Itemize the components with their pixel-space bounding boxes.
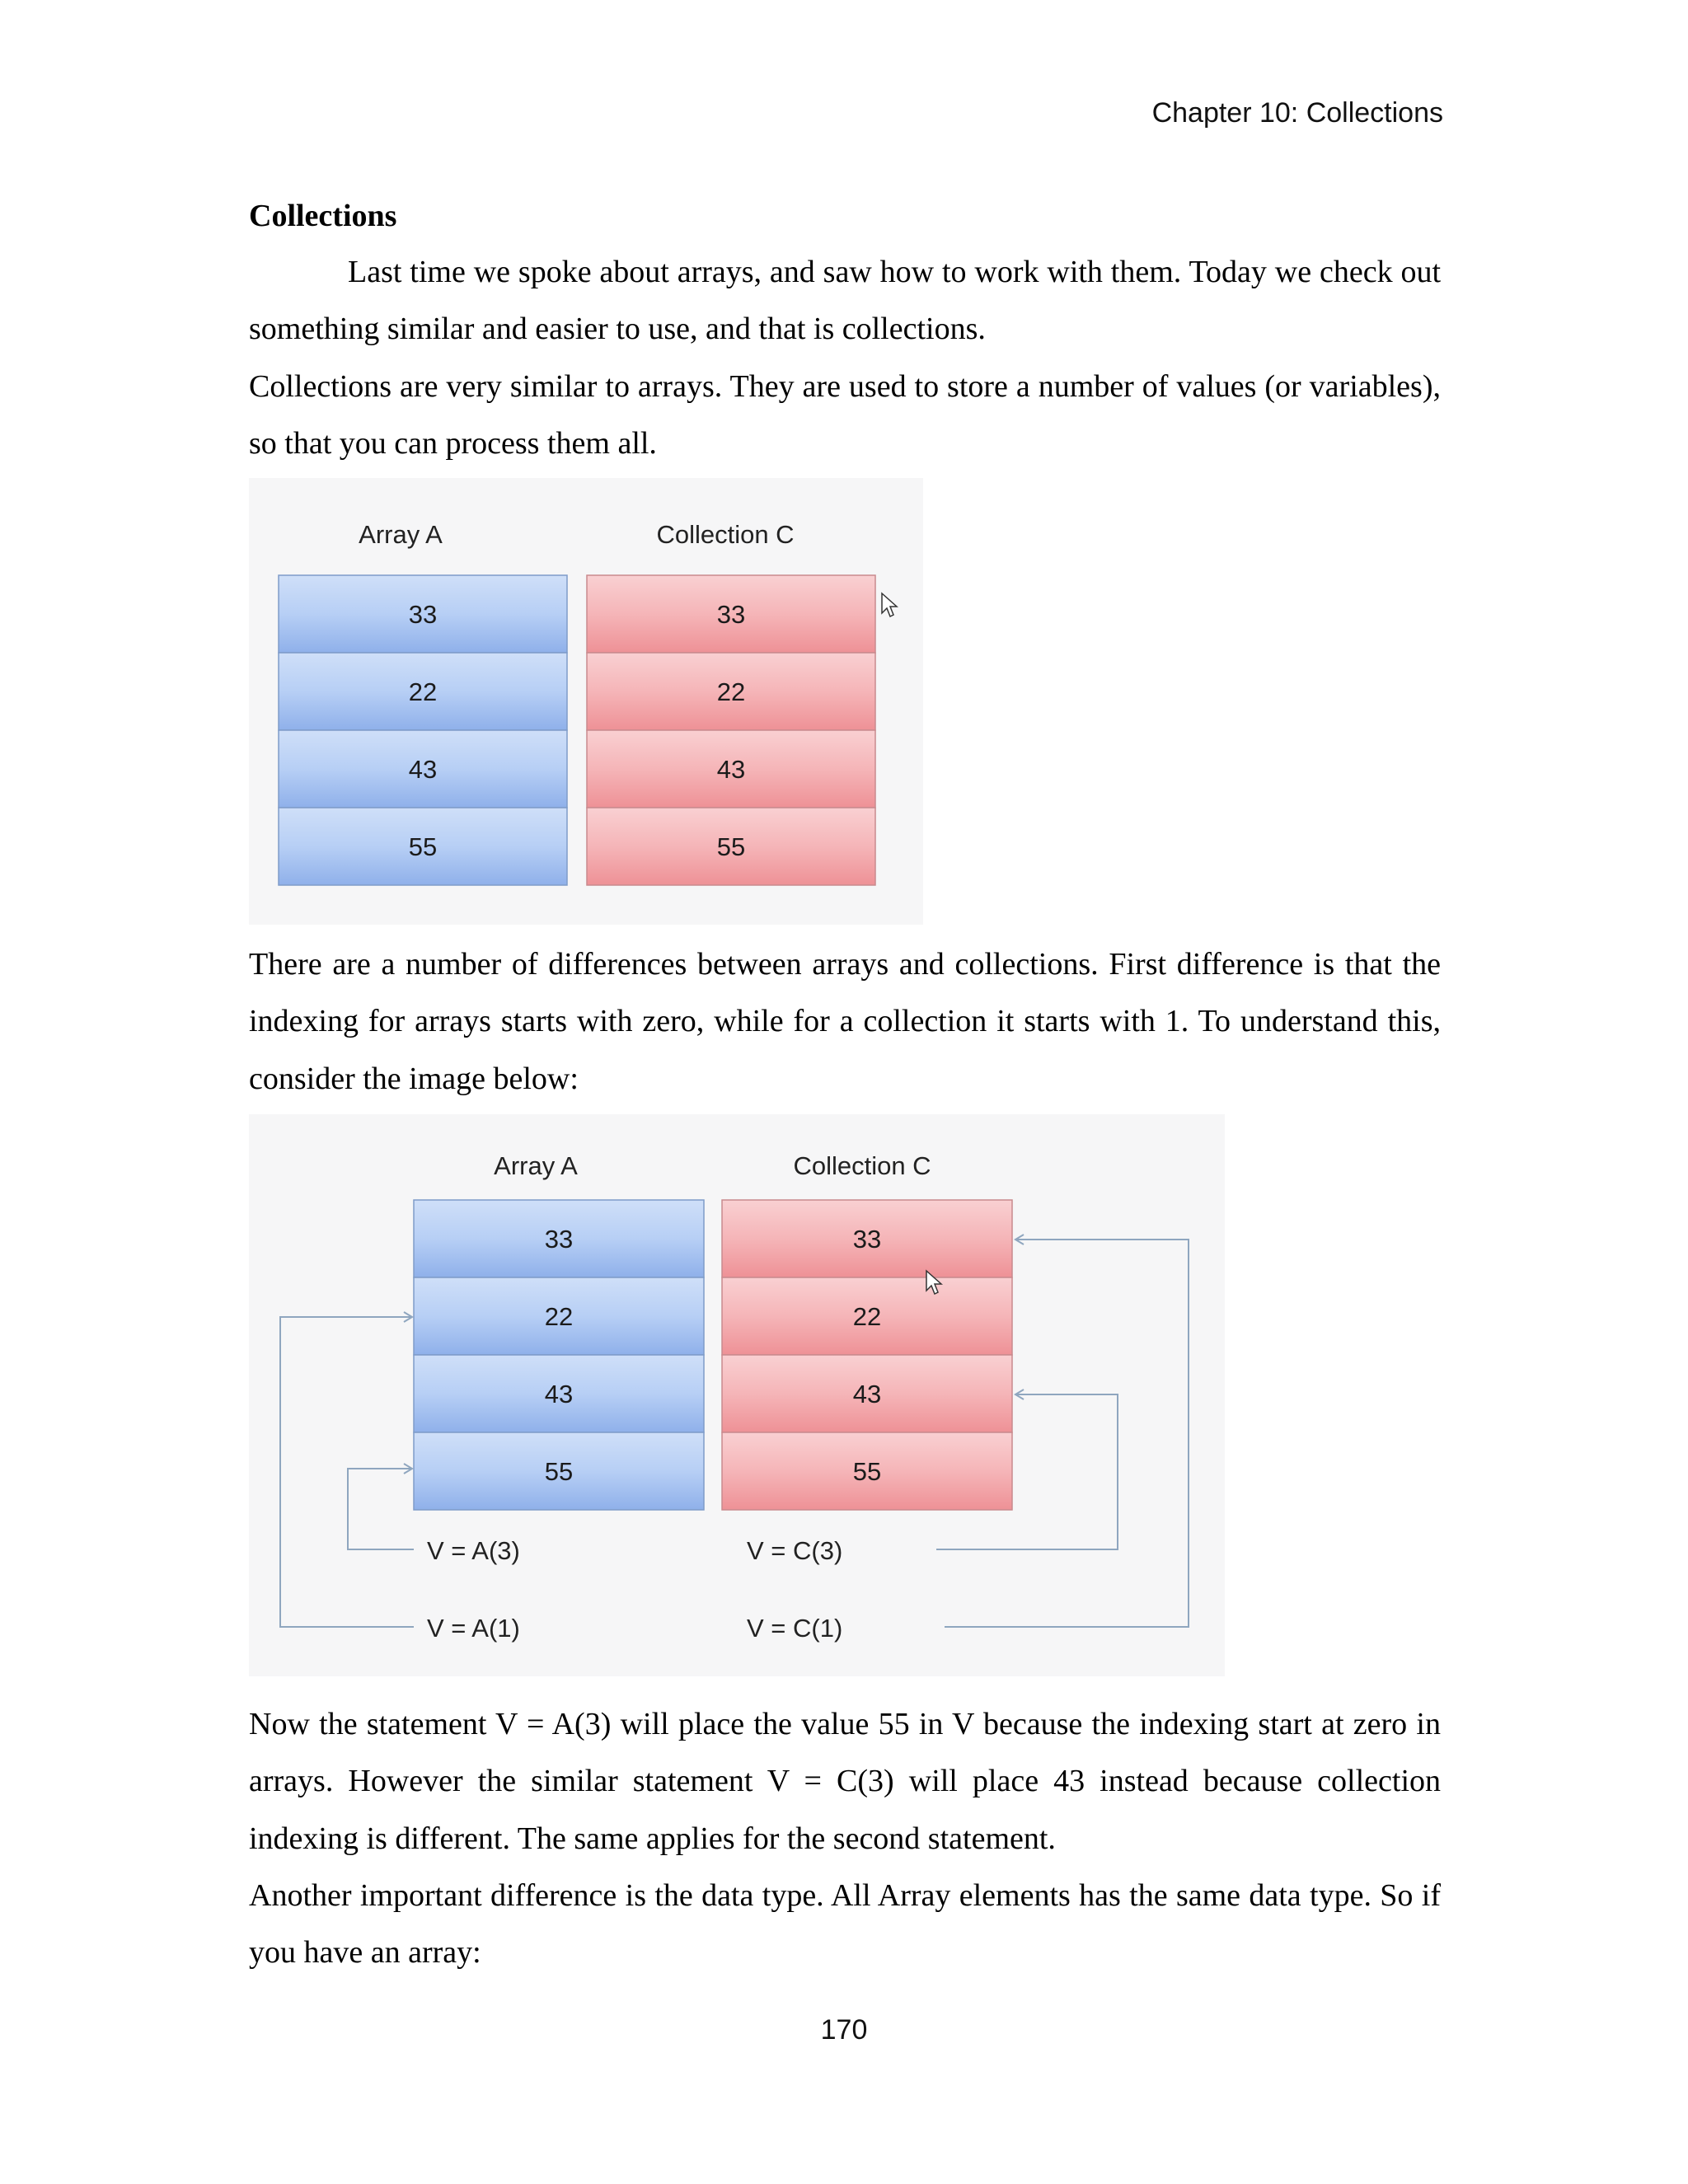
mouse-cursor-icon [882,593,897,616]
collection-c-cells [587,575,875,885]
paragraph-statement-explanation: Now the statement V = A(3) will place the value 55 in V because the indexing start at zero in arrays. However the similar statement V = C(3) will place 43 instead because collection indexing is different. The same applies for the second statement. [249,1707,1441,1856]
array-cell-value: 22 [544,1302,574,1331]
array-cell-value: 22 [408,677,438,706]
collection-cell-value: 43 [716,755,746,784]
array-cell-value: 55 [544,1457,574,1486]
array-cell-value: 33 [408,600,438,629]
statement-va3: V = A(3) [427,1536,520,1565]
array-cell-value: 43 [544,1380,574,1408]
paragraph-differences: There are a number of differences between arrays and collections. First difference is that the indexing for arrays starts with zero, while for a collection it starts with 1. To understand this, consider the image below: [249,947,1441,1096]
paragraph-data-type: Another important difference is the data type. All Array elements has the same data type. So if you have an array: [249,1878,1441,1971]
array-a-cells [414,1200,704,1510]
collection-cell-value: 33 [716,600,746,629]
collection-c-label: Collection C [656,520,795,549]
chapter-header: Chapter 10: Collections [1151,97,1443,129]
array-cell-value: 55 [408,832,438,861]
array-a-cells [279,575,567,885]
paragraph-similarity: Collections are very similar to arrays. They are used to store a number of values (or variables), so that you can process them all. [249,369,1441,462]
collection-c-cells [722,1200,1012,1510]
statement-va1: V = A(1) [427,1614,520,1643]
statement-vc3: V = C(3) [747,1536,843,1565]
collection-cell-value: 55 [852,1457,882,1486]
array-a-label: Array A [359,520,443,549]
collection-c-label: Collection C [793,1151,931,1180]
collection-cell-value: 22 [716,677,746,706]
figure-indexing-differences [249,1114,1225,1676]
section-title: Collections [249,199,397,233]
figure-array-vs-collection [249,478,923,925]
array-a-label: Array A [494,1151,578,1180]
array-cell-value: 43 [408,755,438,784]
collection-cell-value: 33 [852,1225,882,1254]
page-number: 170 [820,2014,868,2046]
collection-cell-value: 43 [852,1380,882,1408]
paragraph-intro: Last time we spoke about arrays, and saw how to work with them. Today we check out something similar and easier to use, and that is collections. [249,255,1441,347]
collection-cell-value: 55 [716,832,746,861]
collection-cell-value: 22 [852,1302,882,1331]
statement-vc1: V = C(1) [747,1614,843,1643]
array-cell-value: 33 [544,1225,574,1254]
arrow-va3 [348,1469,414,1549]
